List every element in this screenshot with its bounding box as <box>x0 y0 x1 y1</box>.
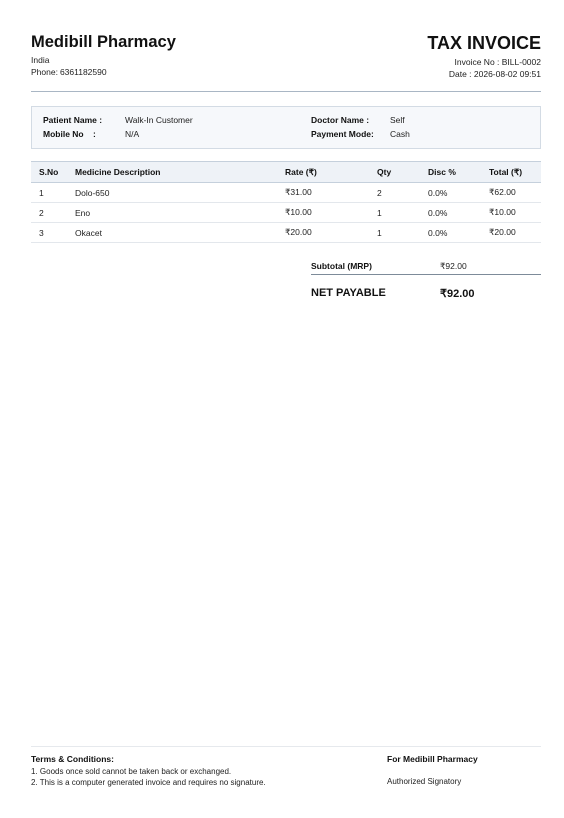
cell-discount: 0.0% <box>420 223 481 243</box>
document-title: TAX INVOICE <box>427 33 541 53</box>
patient-name-label: Patient Name : <box>43 115 103 125</box>
mobile-value: N/A <box>125 129 140 139</box>
mobile-field <box>43 129 140 139</box>
net-payable-label: NET PAYABLE <box>311 287 386 299</box>
payment-label: Payment Mode: <box>311 129 374 139</box>
invoice-number: Invoice No : BILL-0002 <box>454 57 541 67</box>
cell-qty: 2 <box>369 183 420 203</box>
cell-medicine: Okacet <box>67 223 277 243</box>
doctor-value: Self <box>390 115 405 125</box>
store-country: India <box>31 55 50 65</box>
phone-value: 6361182590 <box>59 67 107 77</box>
authorized-signatory: Authorized Signatory <box>387 777 462 786</box>
cell-total: ₹20.00 <box>481 223 541 243</box>
header-divider <box>31 91 541 92</box>
cell-medicine: Dolo-650 <box>67 183 277 203</box>
doctor-field <box>311 115 405 125</box>
subtotal-label: Subtotal (MRP) <box>311 261 372 271</box>
footer-divider <box>31 746 541 747</box>
terms-line: 2. This is a computer generated invoice and requires no signature. <box>31 778 266 787</box>
phone-label: Phone: <box>31 67 58 77</box>
cell-sno: 3 <box>31 223 67 243</box>
table-row <box>31 203 541 223</box>
cell-total: ₹62.00 <box>481 183 541 203</box>
payment-field <box>311 129 410 139</box>
net-payable-value: ₹92.00 <box>440 288 475 300</box>
column-header: Total (₹) <box>481 162 541 183</box>
store-phone <box>31 67 107 77</box>
subtotal-row <box>311 259 541 275</box>
totals-section <box>311 259 541 301</box>
cell-qty: 1 <box>369 223 420 243</box>
column-header: Rate (₹) <box>277 162 369 183</box>
subtotal-value: ₹92.00 <box>440 261 467 271</box>
cell-total: ₹10.00 <box>481 203 541 223</box>
patient-name-field <box>43 115 193 125</box>
net-payable-row <box>311 275 541 301</box>
patient-info-box <box>31 106 541 149</box>
doctor-label: Doctor Name : <box>311 115 370 125</box>
cell-qty: 1 <box>369 203 420 223</box>
invoice-date: Date : 2026-08-02 09:51 <box>448 69 541 79</box>
cell-rate: ₹20.00 <box>277 223 369 243</box>
column-header: Qty <box>369 162 420 183</box>
medicine-items-table <box>31 161 541 243</box>
column-header: S.No <box>31 162 67 183</box>
patient-name-value: Walk-In Customer <box>125 115 193 125</box>
table-row <box>31 183 541 203</box>
cell-sno: 1 <box>31 183 67 203</box>
cell-rate: ₹10.00 <box>277 203 369 223</box>
cell-discount: 0.0% <box>420 203 481 223</box>
payment-value: Cash <box>390 129 410 139</box>
cell-discount: 0.0% <box>420 183 481 203</box>
cell-rate: ₹31.00 <box>277 183 369 203</box>
column-header: Medicine Description <box>67 162 277 183</box>
terms-line: 1. Goods once sold cannot be taken back or exchanged. <box>31 767 232 776</box>
cell-medicine: Eno <box>67 203 277 223</box>
cell-sno: 2 <box>31 203 67 223</box>
mobile-label: Mobile No : <box>43 129 96 139</box>
store-name: Medibill Pharmacy <box>31 33 176 51</box>
table-header-row <box>31 162 541 183</box>
invoice-header <box>31 33 541 83</box>
table-row <box>31 223 541 243</box>
terms-title: Terms & Conditions: <box>31 754 114 764</box>
signature-company: For Medibill Pharmacy <box>387 754 478 764</box>
column-header: Disc % <box>420 162 481 183</box>
